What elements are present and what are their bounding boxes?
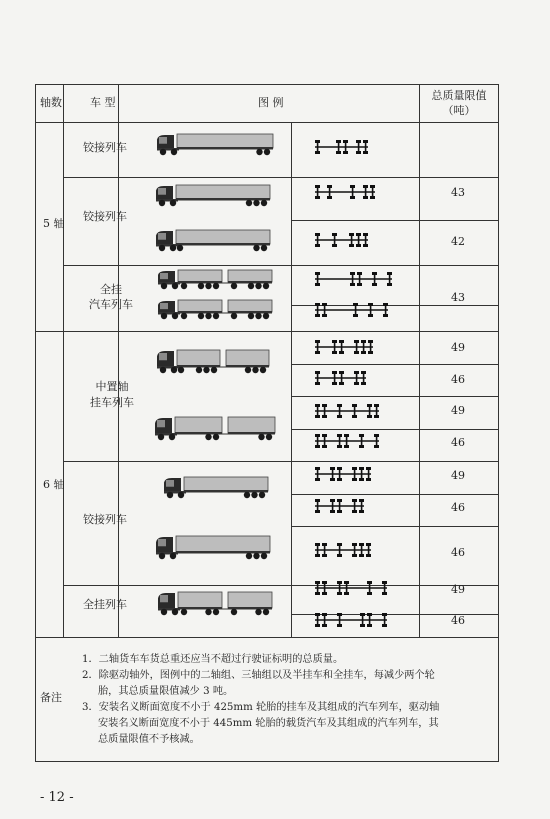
- limit-value: 49: [451, 404, 465, 417]
- note-line: 2．除驱动轴外，图例中的二轴组、三轴组以及半挂车和全挂车，每减少两个轮: [82, 670, 435, 681]
- limit-value: 43: [451, 291, 465, 304]
- axle-diagram: [313, 301, 403, 319]
- header-axle-count: 轴数: [40, 96, 62, 109]
- limit-value: 49: [451, 341, 465, 354]
- axle-label-6: 6 轴: [43, 478, 65, 491]
- notes-label: 备注: [40, 691, 62, 704]
- axle-label-5: 5 轴: [43, 217, 65, 230]
- truck-illustration: [155, 348, 271, 374]
- vehicle-type-label: 挂车列车: [90, 396, 134, 409]
- note-line: 总质量限值不予核减。: [98, 734, 200, 745]
- limit-value: 46: [451, 614, 465, 627]
- truck-illustration: [154, 534, 272, 560]
- truck-illustration: [162, 475, 270, 499]
- truck-illustration: [155, 132, 275, 156]
- header-limit-line2: （吨）: [442, 104, 476, 117]
- truck-illustration: [154, 183, 272, 207]
- vehicle-type-label: 汽车列车: [89, 298, 133, 311]
- axle-diagram: [313, 465, 403, 483]
- axle-diagram: [313, 270, 403, 288]
- vehicle-type-label: 中置轴: [95, 380, 129, 393]
- limit-value: 46: [451, 546, 465, 559]
- axle-diagram: [313, 541, 403, 559]
- limit-value: 43: [451, 186, 465, 199]
- limit-value: 46: [451, 373, 465, 386]
- limit-value: 46: [451, 436, 465, 449]
- header-diagram: 图 例: [258, 96, 284, 109]
- axle-diagram: [313, 611, 403, 629]
- vehicle-type-label: 铰接列车: [83, 141, 127, 154]
- note-line: 胎，其总质量限值减少 3 吨。: [98, 686, 234, 697]
- axle-diagram: [313, 497, 403, 515]
- axle-diagram: [313, 138, 403, 156]
- truck-illustration: [156, 298, 274, 320]
- header-limit-line1: 总质量限值: [431, 89, 487, 102]
- axle-diagram: [313, 183, 403, 201]
- limit-value: 49: [451, 469, 465, 482]
- axle-diagram: [313, 432, 403, 450]
- header-vehicle-type: 车 型: [90, 96, 116, 109]
- note-line: 安装名义断面宽度不小于 445mm 轮胎的载货汽车及其组成的汽车列车，其: [98, 718, 439, 729]
- note-line: 1．二轴货车车货总重还应当不超过行驶证标明的总质量。: [82, 654, 344, 665]
- truck-illustration: [154, 228, 272, 252]
- axle-diagram: [313, 579, 403, 597]
- truck-illustration: [153, 415, 277, 441]
- vehicle-type-label: 全挂列车: [83, 598, 127, 611]
- limit-value: 49: [451, 583, 465, 596]
- axle-diagram: [313, 231, 403, 249]
- truck-illustration: [156, 590, 274, 616]
- vehicle-type-label: 铰接列车: [83, 210, 127, 223]
- axle-diagram: [313, 369, 403, 387]
- limit-value: 42: [451, 235, 465, 248]
- limit-value: 46: [451, 501, 465, 514]
- note-line: 3．安装名义断面宽度不小于 425mm 轮胎的挂车及其组成的汽车列车，驱动轴: [82, 702, 440, 713]
- page-number: - 12 -: [40, 790, 74, 805]
- axle-diagram: [313, 338, 403, 356]
- vehicle-type-label: 铰接列车: [83, 513, 127, 526]
- axle-diagram: [313, 402, 403, 420]
- truck-illustration: [156, 268, 274, 290]
- vehicle-type-label: 全挂: [100, 283, 122, 296]
